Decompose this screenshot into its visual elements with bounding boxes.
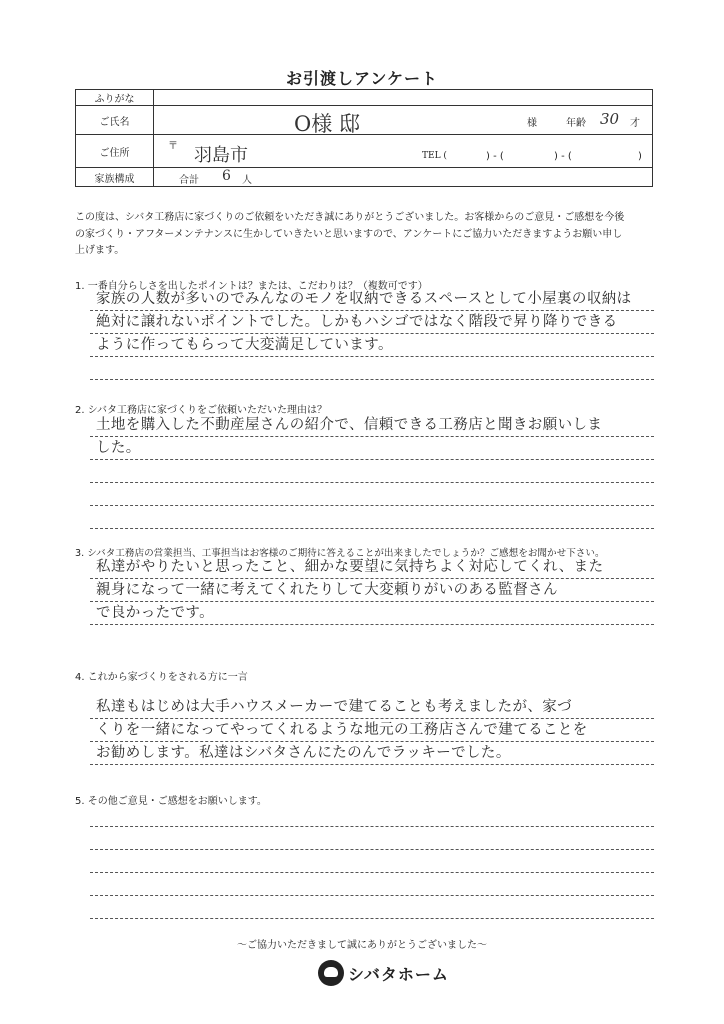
tel-separator-2: ) - ( xyxy=(554,151,572,162)
name-label: ご氏名 xyxy=(76,106,154,135)
answer-line xyxy=(90,742,654,765)
answer-line xyxy=(90,896,654,919)
logo-mascot-icon xyxy=(318,960,344,986)
intro-line: この度は、シバタ工務店に家づくりのご依頼をいただき誠にありがとうございました。お客様からのご意見・ご感想を今後 xyxy=(75,212,625,223)
answer-line xyxy=(90,719,654,742)
answer-line xyxy=(90,850,654,873)
footer-thanks: 〜ご協力いただきまして誠にありがとうございました〜 xyxy=(237,940,487,951)
tel-label: TEL ( xyxy=(422,151,447,161)
family-label: 家族構成 xyxy=(76,168,154,187)
answer-line xyxy=(90,602,654,625)
answer-line xyxy=(90,414,654,437)
answer-line xyxy=(90,437,654,460)
answer-line xyxy=(90,334,654,357)
question-2-answer xyxy=(90,414,654,529)
furigana-label: ふりがな xyxy=(76,90,154,106)
answer-text: ように作ってもらって大変満足しています。 xyxy=(96,337,393,353)
customer-info-table xyxy=(75,89,653,187)
postal-mark: 〒 xyxy=(168,141,178,152)
answer-text: くりを一緒になってやってくれるような地元の工務店さんで建てることを xyxy=(96,722,588,738)
name-value: O様 邸 xyxy=(294,112,360,136)
answer-text: した。 xyxy=(96,440,141,456)
answer-text: 家族の人数が多いのでみんなのモノを収納できるスペースとして小屋裏の収納は xyxy=(96,291,632,307)
page-title: お引渡しアンケート xyxy=(285,69,439,88)
intro-line: 上げます。 xyxy=(75,245,125,256)
answer-text: 親身になって一緒に考えてくれたりして大変頼りがいのある監督さん xyxy=(96,582,558,598)
name-field xyxy=(154,106,653,135)
question-1-answer xyxy=(90,288,654,380)
tel-end: ) xyxy=(638,151,642,162)
address-label: ご住所 xyxy=(76,135,154,168)
address-value: 羽島市 xyxy=(194,145,248,166)
answer-line xyxy=(90,804,654,827)
answer-text: 私達がやりたいと思ったこと、細かな要望に気持ちよく対応してくれ、また xyxy=(96,559,604,575)
question-4-answer xyxy=(90,696,654,765)
answer-line xyxy=(90,696,654,719)
question-2-label: 2. シバタ工務店に家づくりをご依頼いただいた理由は？ xyxy=(75,405,328,416)
answer-line xyxy=(90,483,654,506)
intro-text xyxy=(75,210,665,260)
furigana-field xyxy=(154,90,653,106)
age-label: 年齢 xyxy=(566,118,586,129)
logo-text: シバタホーム xyxy=(348,964,449,984)
answer-text: 絶対に譲れないポイントでした。しかもハシゴではなく階段で昇り降りできる xyxy=(96,314,618,330)
answer-line xyxy=(90,579,654,602)
question-3-answer xyxy=(90,556,654,625)
question-5-label: 5. その他ご意見・ご感想をお願いします。 xyxy=(75,796,267,807)
answer-line xyxy=(90,311,654,334)
person-unit: 人 xyxy=(242,175,252,186)
family-field xyxy=(154,168,653,187)
company-logo xyxy=(318,958,449,988)
answer-line xyxy=(90,506,654,529)
answer-text: お勧めします。私達はシバタさんにたのんでラッキーでした。 xyxy=(96,745,511,761)
total-label: 合計 xyxy=(179,175,199,186)
answer-line xyxy=(90,288,654,311)
answer-line xyxy=(90,556,654,579)
answer-line xyxy=(90,827,654,850)
address-field xyxy=(154,135,653,168)
question-5-answer xyxy=(90,804,654,919)
age-value: 30 xyxy=(600,110,620,128)
question-1-label: 1. 一番自分らしさを出したポイントは？または、こだわりは？（複数可です） xyxy=(75,281,428,292)
answer-line xyxy=(90,873,654,896)
question-3-label: 3. シバタ工務店の営業担当、工事担当はお客様のご期待に答えることが出来ましたでしょうか？ご感想をお聞かせ下さい。 xyxy=(75,548,605,559)
answer-line xyxy=(90,460,654,483)
answer-text: で良かったです。 xyxy=(96,605,215,621)
question-4-label: 4. これから家づくりをされる方に一言 xyxy=(75,672,248,683)
age-unit: 才 xyxy=(630,118,640,129)
total-value: 6 xyxy=(222,168,231,184)
answer-text: 私達もはじめは大手ハウスメーカーで建てることも考えましたが、家づ xyxy=(96,699,573,715)
intro-line: の家づくり・アフターメンテナンスに生かしていきたいと思いますので、アンケートにご協力いただきますようお願い申し xyxy=(75,228,623,240)
answer-text: 土地を購入した不動産屋さんの紹介で、信頼できる工務店と聞きお願いしま xyxy=(96,417,603,433)
tel-separator-1: ) - ( xyxy=(486,151,504,162)
sama-label: 様 xyxy=(527,118,537,129)
answer-line xyxy=(90,357,654,380)
